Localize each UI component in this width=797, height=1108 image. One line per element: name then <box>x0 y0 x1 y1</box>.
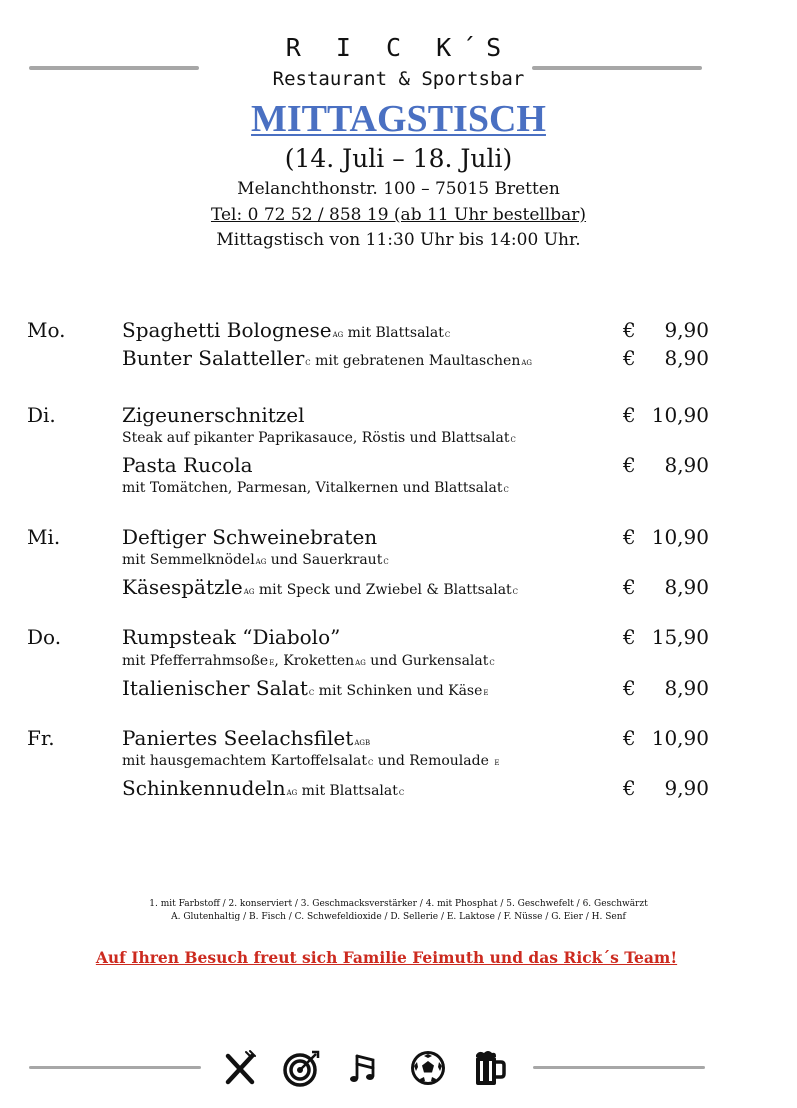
day-label-do: Do. <box>27 625 62 649</box>
dish-addition: mit gebratenen Maultaschen <box>310 353 521 369</box>
description-text: mit Pfefferrahmsoße <box>122 653 269 669</box>
dish-name: Käsespätzle <box>122 575 243 599</box>
description-text: mit hausgemachtem Kartoffelsalat <box>122 753 367 769</box>
allergen-tag: C <box>489 659 495 667</box>
price-value: 10,90 <box>651 403 709 427</box>
allergen-tag: C <box>398 789 405 797</box>
description-text: , Kroketten <box>274 653 355 669</box>
description-text: und Gurkensalat <box>365 653 489 669</box>
allergens-legend: A. Glutenhaltig / B. Fisch / C. Schwefeldioxide / D. Sellerie / E. Laktose / F. Nüsse / G. Eier / H. Senf <box>171 912 626 922</box>
dish-name: Italienischer Salat <box>122 676 308 700</box>
price-value: 8,90 <box>664 453 709 477</box>
price-mi-2 <box>623 575 709 599</box>
dish-name: Pasta Rucola <box>122 453 253 477</box>
description-text: Steak auf pikanter Paprikasauce, Röstis und Blattsalat <box>122 430 510 446</box>
price-value: 8,90 <box>664 346 709 370</box>
dish-name: Spaghetti Bolognese <box>122 318 332 342</box>
allergen-tag: E <box>494 759 500 767</box>
allergen-tag: AG <box>286 789 298 797</box>
price-mo-2 <box>623 346 709 370</box>
allergen-tag: C <box>305 359 311 367</box>
price-value: 10,90 <box>651 525 709 549</box>
day-label-mi: Mi. <box>27 525 61 549</box>
price-mo-1 <box>623 318 709 342</box>
description-text: mit Semmelknödel <box>122 552 255 568</box>
address: Melanchthonstr. 100 – 75015 Bretten <box>237 179 560 199</box>
soccer-ball-icon <box>408 1048 448 1088</box>
dish-do-2 <box>122 676 489 700</box>
dish-mi-1 <box>122 525 377 549</box>
dish-fr-2 <box>122 776 404 800</box>
price-value: 8,90 <box>664 676 709 700</box>
date-range: (14. Juli – 18. Juli) <box>284 144 513 173</box>
dish-mo-2 <box>122 346 532 370</box>
dish-description-di-1 <box>122 430 516 446</box>
allergen-tag: AGB <box>354 739 371 747</box>
dish-name: Paniertes Seelachsfilet <box>122 726 354 750</box>
price-mi-1 <box>623 525 709 549</box>
currency-symbol: € <box>623 403 636 427</box>
dish-name: Bunter Salatteller <box>122 346 305 370</box>
dish-name: Deftiger Schweinebraten <box>122 525 378 549</box>
currency-symbol: € <box>623 776 636 800</box>
dish-addition: mit Blattsalat <box>297 783 398 799</box>
price-value: 8,90 <box>664 575 709 599</box>
price-di-2 <box>623 453 709 477</box>
brand-name: R I C K´S <box>285 33 512 62</box>
price-value: 10,90 <box>651 726 709 750</box>
opening-hours: Mittagstisch von 11:30 Uhr bis 14:00 Uhr. <box>216 230 581 250</box>
dish-mi-2 <box>122 575 518 599</box>
phone-line: Tel: 0 72 52 / 858 19 (ab 11 Uhr bestellbar) <box>210 205 587 225</box>
description-text: und Remoulade <box>373 753 494 769</box>
currency-symbol: € <box>623 676 636 700</box>
dish-addition: mit Schinken und Käse <box>314 683 483 699</box>
price-fr-1 <box>623 726 709 750</box>
currency-symbol: € <box>623 625 636 649</box>
brand-subtitle: Restaurant & Sportsbar <box>272 68 525 90</box>
allergen-tag: C <box>503 486 509 494</box>
allergen-tag: C <box>512 588 519 596</box>
allergen-tag: AG <box>521 359 533 367</box>
dish-addition: mit Speck und Zwiebel & Blattsalat <box>254 582 512 598</box>
currency-symbol: € <box>623 453 636 477</box>
dish-description-di-2 <box>122 480 509 496</box>
currency-symbol: € <box>623 318 636 342</box>
page-title: MITTAGSTISCH <box>251 98 546 140</box>
allergen-tag: C <box>510 436 516 444</box>
currency-symbol: € <box>623 346 636 370</box>
dish-mo-1 <box>122 318 450 342</box>
allergen-tag: AG <box>255 558 267 566</box>
dish-name: Rumpsteak “Diabolo” <box>122 625 341 649</box>
additives-legend: 1. mit Farbstoff / 2. konserviert / 3. Geschmacksverstärker / 4. mit Phosphat / 5. Geschwefelt / 6. Geschwärzt <box>149 899 648 909</box>
currency-symbol: € <box>623 575 636 599</box>
dish-di-1 <box>122 403 305 427</box>
day-label-fr: Fr. <box>27 726 55 750</box>
allergen-tag: AG <box>243 588 255 596</box>
description-text: und Sauerkraut <box>266 552 383 568</box>
currency-symbol: € <box>623 726 636 750</box>
dish-description-fr-1 <box>122 753 499 769</box>
dish-name: Schinkennudeln <box>122 776 286 800</box>
currency-symbol: € <box>623 525 636 549</box>
music-note-icon <box>347 1048 387 1088</box>
dish-description-mi-1 <box>122 552 389 568</box>
allergen-tag: C <box>383 558 389 566</box>
price-fr-2 <box>623 776 709 800</box>
allergen-tag: AG <box>355 659 366 667</box>
allergen-tag: C <box>368 759 374 767</box>
price-value: 15,90 <box>651 625 709 649</box>
day-label-di: Di. <box>27 403 56 427</box>
beer-mug-icon <box>467 1048 507 1088</box>
dish-fr-1 <box>122 726 370 750</box>
price-di-1 <box>623 403 709 427</box>
price-do-1 <box>623 625 709 649</box>
price-value: 9,90 <box>664 318 709 342</box>
allergen-tag: E <box>269 659 275 667</box>
allergen-tag: C <box>308 689 315 697</box>
dish-addition: mit Blattsalat <box>343 325 444 341</box>
dish-di-2 <box>122 453 253 477</box>
footer-rule-right <box>533 1066 705 1069</box>
price-value: 9,90 <box>664 776 709 800</box>
dish-description-do-1 <box>122 653 495 669</box>
allergen-tag: E <box>483 689 489 697</box>
allergen-tag: AG <box>332 331 344 339</box>
day-label-mo: Mo. <box>27 318 66 342</box>
fork-knife-icon <box>220 1048 260 1088</box>
closing-message: Auf Ihren Besuch freut sich Familie Feimuth und das Rick´s Team! <box>95 948 678 967</box>
dish-do-1 <box>122 625 340 649</box>
dish-name: Zigeunerschnitzel <box>122 403 305 427</box>
price-do-2 <box>623 676 709 700</box>
footer-rule-left <box>29 1066 201 1069</box>
dartboard-icon <box>282 1048 322 1088</box>
description-text: mit Tomätchen, Parmesan, Vitalkernen und Blattsalat <box>122 480 503 496</box>
allergen-tag: C <box>444 331 451 339</box>
